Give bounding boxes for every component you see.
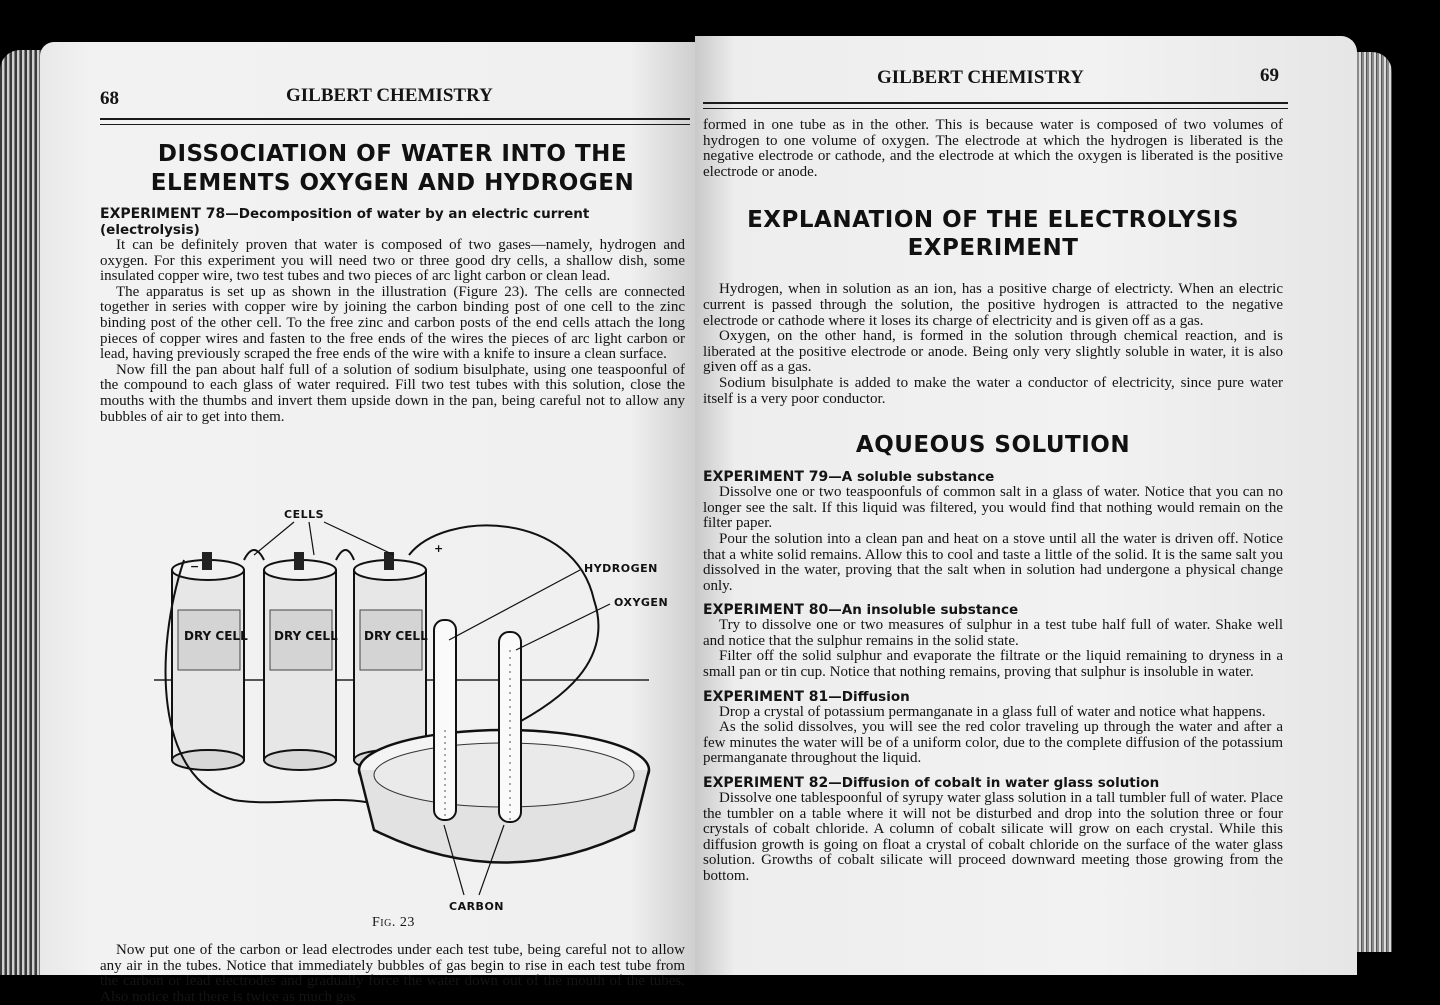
experiment-number: EXPERIMENT 80 (703, 602, 829, 619)
experiment-body (703, 485, 1283, 594)
paragraph: As the solid dissolves, you will see the red color traveling up through the water and after a few minutes the water will be of a uniform color, due to the complete diffusion of the potassium permanganate throughout the liquid. (703, 719, 1283, 767)
paragraph: Pour the solution into a clean pan and heat on a stove until all the water is driven off. Notice that a white solid remains. Allow this to cool and taste a little of the solid. It is the same salt you dissolved in the water, proving that the salt when in solution had undergone a physical change only. (703, 530, 1283, 594)
experiment-heading (703, 469, 1283, 485)
header-rule-left (100, 118, 690, 125)
experiment-number: EXPERIMENT 81 (703, 688, 829, 705)
oxygen-label: OXYGEN (614, 596, 669, 609)
paragraph: Dissolve one or two teaspoonfuls of common salt in a glass of water. Notice that you can no longer see the salt. If this liquid was filtered, you would find that nothing would remain on the filter paper. (703, 484, 1283, 532)
experiment-title: —Diffusion of cobalt in water glass solution (828, 775, 1160, 792)
paragraph: It can be definitely proven that water is composed of two gases—namely, hydrogen and oxygen. For this experiment you will need two or three good dry cells, a shallow dish, some insulated copper wire, two test tubes and two pieces of arc light carbon or clean lead. (100, 237, 685, 285)
experiment-heading (703, 689, 1283, 705)
running-head-title-left: GILBERT CHEMISTRY (286, 85, 493, 106)
experiment-number: EXPERIMENT 79 (703, 469, 829, 486)
paragraph: formed in one tube as in the other. This is because water is composed of two volumes of hydrogen to one volume of oxygen. The electrode at which the hydrogen is liberated is the negative electrode or cathode, and the electrode at which the oxygen is liberated is the positive electrode or anode. (703, 117, 1283, 180)
experiment-79 (703, 469, 1283, 594)
paragraph: Now fill the pan about half full of a solution of sodium bisulphate, using one teaspoonful of the compound to each glass of water required. Fill two test tubes with this solution, close the mouths with the thumbs and invert them upside down in the pan, being careful not to allow any bubbles of air to get into them. (100, 361, 685, 425)
right-main-text (703, 118, 1283, 885)
right-page (695, 36, 1357, 975)
paragraph: The apparatus is set up as shown in the illustration (Figure 23). The cells are connected together in series with copper wire by joining the carbon binding post of one cell to the zinc binding post of the other cell. To the free zinc and carbon posts of the end cells attach the long pieces of copper wires and fasten to the free ends of the wires the pieces of arc light carbon or lead, having previously scraped the free ends of the wire with a knife to insure a clean surface. (100, 283, 685, 363)
experiment-title: —Diffusion (828, 688, 910, 705)
experiment-heading (703, 775, 1283, 791)
paragraph: Sodium bisulphate is added to make the water a conductor of electricity, since pure water itself is a very poor conductor. (703, 374, 1283, 407)
experiment-number: EXPERIMENT 82 (703, 775, 829, 792)
experiment-82 (703, 775, 1283, 885)
negative-terminal-label: − (190, 560, 200, 573)
paragraph: Filter off the solid sulphur and evaporate the filtrate or the liquid remaining to dryness in a small pan or tin cup. Notice that nothing remains, proving that sulphur is insoluble in water. (703, 648, 1283, 681)
positive-terminal-label: + (434, 542, 444, 555)
experiment-title: —An insoluble substance (828, 602, 1019, 619)
hydrogen-label: HYDROGEN (584, 562, 658, 575)
left-running-head (40, 42, 695, 112)
experiment-80 (703, 602, 1283, 680)
paragraph: Now put one of the carbon or lead electrodes under each test tube, being careful not to allow any air in the tubes. Notice that immediately bubbles of gas begin to rise in each test tube from the carbon or lead electrodes and gradually force the water down out of the mouth of the tubes. Also notice that there is twice as much gas (100, 942, 685, 1005)
experiment-heading (100, 206, 685, 238)
paragraph: Drop a crystal of potassium permanganate in a glass full of water and notice what happens. (719, 703, 1266, 720)
experiment-body (703, 618, 1283, 680)
page-title: DISSOCIATION OF WATER INTO THE ELEMENTS OXYGEN AND HYDROGEN (150, 141, 635, 196)
dry-cell-2 (264, 552, 338, 770)
dry-cell-1 (172, 552, 248, 770)
experiment-body (100, 238, 685, 425)
paragraph: Oxygen, on the other hand, is formed in the solution through chemical reaction, and is liberated at the positive electrode or anode. Being only very slightly soluble in water, it is also given off as a gas. (703, 328, 1283, 376)
left-page (40, 42, 695, 1005)
carbon-label: CARBON (449, 900, 504, 913)
electrolysis-figure (144, 500, 669, 940)
header-rule-right (703, 102, 1288, 109)
bottom-paragraph-block (100, 943, 685, 1005)
page-number-right: 69 (1260, 65, 1279, 86)
section-title-explanation: EXPLANATION OF THE ELECTROLYSIS EXPERIMENT (747, 207, 1239, 262)
experiment-heading (703, 602, 1283, 618)
dry-cell-label: DRY CELL (184, 629, 248, 643)
figure-caption: Fig. 23 (372, 915, 415, 930)
explanation-body (703, 282, 1283, 407)
wire-series-2 (336, 550, 354, 560)
experiment-body (703, 791, 1283, 885)
test-tube-hydrogen (434, 620, 456, 820)
dry-cell-label: DRY CELL (364, 629, 428, 643)
experiment-81 (703, 689, 1283, 767)
test-tube-oxygen (499, 632, 521, 822)
book-right-edge (1352, 52, 1392, 952)
paragraph: Try to dissolve one or two measures of sulphur in a test tube half full of water. Shake well and notice that the sulphur remains in the solid state. (703, 617, 1283, 649)
experiment-body (703, 705, 1283, 767)
section-title-aqueous: AQUEOUS SOLUTION (855, 432, 1131, 459)
page-number-left: 68 (100, 88, 119, 109)
experiment-title: —A soluble substance (828, 469, 995, 486)
experiment-title: —Decomposition of water by an electric current (electrolysis) (100, 206, 590, 238)
experiment-number: EXPERIMENT 78 (100, 206, 226, 222)
cells-label: CELLS (284, 508, 325, 521)
right-running-head (695, 36, 1357, 106)
dry-cell-label: DRY CELL (274, 629, 338, 643)
left-main-text (100, 140, 685, 425)
continuation-text (703, 118, 1283, 180)
running-head-title-right: GILBERT CHEMISTRY (877, 67, 1084, 88)
paragraph: Dissolve one tablespoonful of syrupy water glass solution in a tall tumbler full of water. Place the tumbler on a table where it will not be disturbed and drop into the solution three or four crystals of cobalt chloride. A column of cobalt silicate will grow on each crystal. While this diffusion growth is going on float a crystal of cobalt chloride on the surface of the water glass solution. Growths of cobalt silicate will proceed downward meeting those growing from the bottom. (703, 790, 1283, 884)
paragraph: Hydrogen, when in solution as an ion, has a positive charge of electricty. When an electric current is passed through the solution, the positive hydrogen is attracted to the negative electrode or cathode where it loses its charge of electricity and is given off as a gas. (703, 281, 1283, 329)
